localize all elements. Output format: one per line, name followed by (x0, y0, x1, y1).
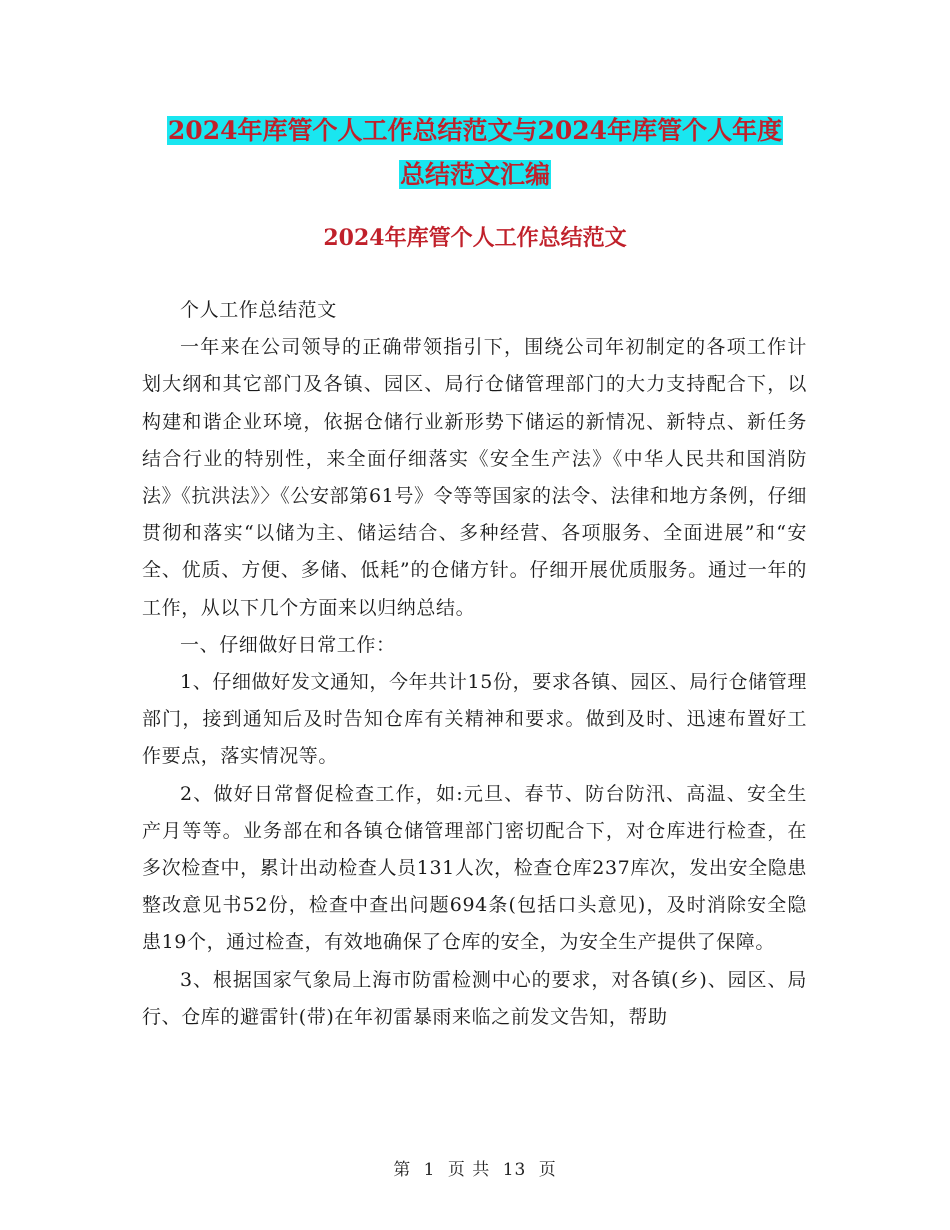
paragraph: 一、仔细做好日常工作： (180, 633, 396, 656)
footer-prefix: 第 (393, 1160, 412, 1180)
paragraph: 2、做好日常督促检查工作，如:元旦、春节、防台防汛、高温、安全生产月等等。业务部在和各镇仓储管理部门密切配合下，对仓库进行检查，在多次检查中，累计出动检查人员131人次，检查仓库237库次，发出安全隐患整改意见书52份，检查中查出问题694条(包括口头意见)，及时消除安全隐患19个，通过检查，有效地确保了仓库的安全，为安全生产提供了保障。 (142, 782, 807, 954)
document-title-text-2: 总结范文汇编 (399, 160, 550, 189)
document-title-line-2 (0, 157, 950, 193)
document-title-line-1 (0, 113, 950, 149)
section-title: 2024年库管个人工作总结范文 (323, 225, 627, 251)
footer-suffix: 页 (538, 1160, 557, 1180)
paragraph: 3、根据国家气象局上海市防雷检测中心的要求，对各镇(乡)、园区、局行、仓库的避雷针(带)在年初雷暴雨来临之前发文告知，帮助 (142, 968, 807, 1028)
footer-page-number: 1 (423, 1160, 436, 1180)
footer-total-pages: 13 (502, 1160, 527, 1180)
paragraph: 1、仔细做好发文通知，今年共计15份，要求各镇、园区、局行仓储管理部门，接到通知后及时告知仓库有关精神和要求。做到及时、迅速布置好工作要点，落实情况等。 (142, 671, 807, 768)
paragraph: 一年来在公司领导的正确带领指引下，围绕公司年初制定的各项工作计划大纲和其它部门及各镇、园区、局行仓储管理部门的大力支持配合下，以构建和谐企业环境，依据仓储行业新形势下储运的新情况、新特点、新任务结合行业的特别性，来全面仔细落实《安全生产法》《中华人民共和国消防法》《抗洪法》〉《公安部第61号》令等等国家的法令、法律和地方条例，仔细贯彻和落实“以储为主、储运结合、多种经营、各项服务、全面进展”和“安全、优质、方便、多储、低耗”的仓储方针。仔细开展优质服务。通过一年的工作，从以下几个方面来以归纳总结。 (142, 336, 807, 619)
footer-middle: 页 共 (447, 1160, 491, 1180)
document-body (142, 292, 807, 1036)
page-footer (0, 1155, 950, 1180)
paragraph: 个人工作总结范文 (180, 299, 337, 321)
document-title-text-1: 2024年库管个人工作总结范文与2024年库管个人年度 (167, 116, 783, 145)
